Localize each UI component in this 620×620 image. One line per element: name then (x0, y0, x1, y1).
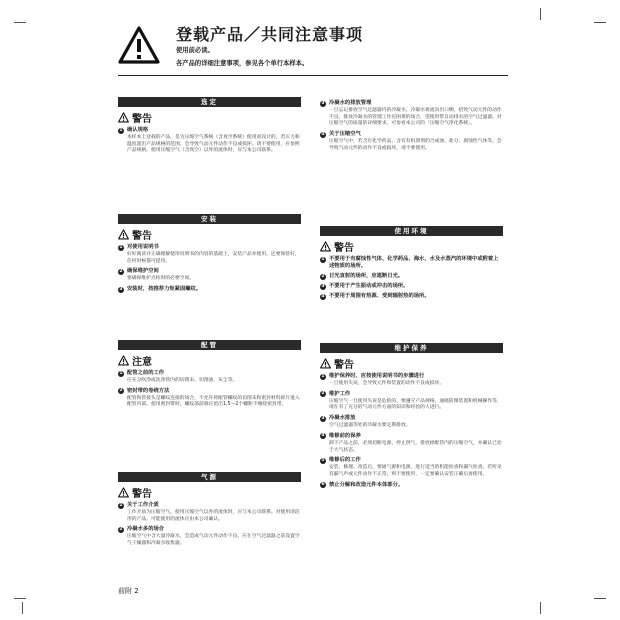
section (320, 226, 503, 300)
item-title: 维修前的保养 (329, 432, 361, 439)
item-title: 确认规格 (127, 127, 149, 133)
item-heading (320, 273, 503, 280)
item-body: 压缩空气中含大量冷凝水，会造成气动元件动作不良。应在空气过滤器之前设置空气干燥器和冷凝水收集器。 (127, 534, 300, 547)
section (118, 340, 301, 409)
level-label: 注意 (132, 356, 152, 368)
item-heading (118, 388, 301, 395)
item-number: 3 (321, 283, 325, 289)
item-title: 关于压缩空气 (329, 131, 361, 138)
crop-mark (14, 598, 26, 599)
section (118, 214, 301, 293)
list-item (118, 286, 301, 293)
list-item (320, 391, 503, 412)
page-title: 登载产品／共同注意事项 (176, 25, 364, 44)
item-heading (320, 433, 503, 440)
item-heading (320, 293, 503, 300)
item-number: 4 (321, 293, 325, 299)
item-body: 卸下产品之前，必须切断电源，停止供气，排放掉配管内的压缩空气，并确认已处于大气状态。 (329, 440, 502, 453)
section (118, 97, 301, 155)
intro-line: 各产品的详细注意事项，参见各个单行本样本。 (176, 60, 309, 67)
item-title: 安装时，按推荐力矩紧固螺纹。 (127, 286, 202, 293)
list-item (320, 131, 503, 152)
item-title: 日光直射的场所，应遮断日光。 (329, 273, 404, 279)
item-title: 确保维护空间 (127, 268, 159, 275)
item-title: 对使用说明书 (127, 244, 159, 250)
warning-triangle-icon (320, 241, 331, 252)
item-number: 1 (119, 502, 123, 508)
list-item (118, 127, 301, 155)
list-item (320, 100, 503, 128)
item-number: 2 (119, 268, 123, 274)
level-label: 警告 (334, 359, 354, 371)
list-item (320, 256, 503, 270)
list-item (320, 283, 503, 290)
item-number: 3 (321, 100, 325, 106)
item-number: 1 (321, 256, 325, 262)
item-heading (320, 100, 503, 107)
section (320, 343, 503, 489)
item-number: 3 (119, 286, 123, 292)
list-item (320, 415, 503, 430)
list-item (118, 388, 301, 409)
list-item (320, 457, 503, 478)
item-title: 配管之前的工作 (127, 370, 165, 376)
item-number: 1 (119, 127, 123, 133)
item-title: 冷凝水的排放管理 (329, 100, 372, 106)
item-heading (118, 286, 301, 293)
item-heading (320, 391, 503, 398)
item-heading (118, 370, 301, 377)
crop-mark (22, 602, 23, 614)
page-footer: 前附 2 (118, 587, 139, 595)
level-label: 警告 (334, 242, 354, 254)
list-item (118, 526, 301, 547)
level-heading (320, 239, 503, 253)
item-heading (320, 415, 503, 422)
item-title: 冷凝水多的场合 (127, 526, 165, 533)
item-body: 压缩空气一旦使用失误是危险的。要遵守产品规格，通晓防爆装置和机械操作等，请在有了充分的气动元件方面的知识和经验的人进行。 (329, 398, 502, 411)
right-column (320, 0, 503, 620)
item-title: 维修后的工作 (329, 457, 361, 464)
item-title: 维护保养时，应按使用说明书的步骤进行 (329, 373, 425, 379)
item-heading (118, 268, 301, 275)
item-title: 关于工作介质 (127, 502, 159, 508)
item-number: 5 (321, 457, 325, 463)
list-item (320, 433, 503, 454)
level-label: 警告 (132, 230, 152, 242)
item-heading (320, 256, 503, 270)
level-heading (118, 353, 301, 367)
item-number: 3 (321, 415, 325, 421)
item-number: 4 (321, 433, 325, 439)
item-title: 禁止分解和改造元件本体部分。 (329, 481, 404, 488)
item-heading (320, 373, 503, 380)
item-number: 2 (321, 391, 325, 397)
item-heading (320, 482, 503, 489)
item-number: 1 (321, 373, 325, 379)
item-title: 不要用于周围有热源、受到辐射热的场所。 (329, 293, 430, 299)
crop-mark (594, 598, 606, 599)
list-item (118, 502, 301, 523)
level-heading (118, 110, 301, 124)
item-number: 2 (119, 526, 123, 532)
crop-mark (14, 22, 26, 23)
list-item (118, 268, 301, 283)
item-number: 4 (321, 131, 325, 137)
item-heading (118, 127, 301, 134)
warning-triangle-icon (118, 355, 129, 366)
item-heading (320, 131, 503, 138)
item-heading (118, 502, 301, 509)
item-title: 不要用于有腐蚀性气体、化学药品、海水、水及水蒸汽的环境中或附着上述物质的场所。 (329, 256, 499, 269)
section-header: 安装 (118, 214, 301, 224)
list-item (118, 370, 301, 385)
list-item (320, 373, 503, 388)
section-header: 气源 (118, 472, 301, 482)
item-body: 要确保维护点检时的必要空间。 (127, 276, 195, 282)
level-heading (118, 227, 301, 241)
item-heading (118, 526, 301, 533)
level-heading (118, 485, 301, 499)
level-label: 警告 (132, 488, 152, 500)
item-title: 冷凝水排放 (329, 415, 356, 422)
intro-line: 使用前必读。 (176, 47, 214, 54)
level-label: 警告 (132, 113, 152, 125)
left-column (118, 0, 301, 620)
section (320, 97, 503, 153)
item-title: 维护工作 (329, 390, 351, 397)
level-heading (320, 356, 503, 370)
item-heading (118, 244, 301, 251)
crop-mark (540, 8, 541, 20)
list-item (320, 293, 503, 300)
list-item (118, 244, 301, 265)
list-item (320, 273, 503, 280)
section-header: 使用环境 (320, 226, 503, 236)
item-body: 本样本上登载的产品，是为压缩空气系统（含真空系统）使用而设计的，若压力和温度超出产品规格的范围，会导致气动元件动作不良或损坏。请不要使用，应参照产品规格。使用压缩空气（含真空）以外的流体时，应与本公司联系。 (127, 135, 300, 154)
warning-triangle-icon (320, 358, 331, 369)
crop-mark (594, 22, 606, 23)
item-heading (320, 283, 503, 290)
item-body: 一旦使用失误，会导致元件和装置的动作不良或损坏。 (329, 381, 445, 386)
item-number: 1 (119, 244, 123, 250)
section-header: 维护保养 (320, 343, 503, 353)
item-number: 6 (321, 482, 325, 488)
section (118, 472, 301, 548)
warning-triangle-icon (118, 112, 129, 123)
crop-mark (540, 602, 541, 614)
item-number: 2 (119, 388, 123, 394)
item-body: 工作介质为压缩空气。使用压缩空气以外的流体时，应与本公司联系。对使用清洁用的产品，可能使用的流体应由本公司确认。 (127, 510, 300, 522)
item-title: 不要用于产生振动或冲击的场所。 (329, 283, 409, 289)
item-body: 安装、修理、改造后，要通气源和电源，进行适当的机能检查和漏气检查。若听见有漏气声或元件动作不正常，则不要使用，一定要确认安装正确后再使用。 (329, 465, 502, 477)
item-body: 空气过滤器等处的冷凝水要定期排放。 (329, 423, 411, 429)
item-title: 密封带的卷绕方法 (127, 387, 170, 394)
item-number: 2 (321, 273, 325, 279)
warning-triangle-icon (118, 487, 129, 498)
item-body: 配管和管接头是螺纹连接的场合，不允许将配管螺纹的切削末和密封材料碎片进入配管内部。使用密封带时，螺纹部前端应留出1.5～2个螺距不缠绕密封带。 (127, 395, 300, 408)
item-body: 好好阅读并正确理解使用说明书的内容的基础上，安装产品并使用。还要保管好，任何时候都可提用。 (127, 252, 300, 264)
item-body: 一旦忘记排放空气过滤器内的冷凝水，冷凝水将流向出口侧，招致气动元件的动作不良。排放冷凝水的管理工作有困难的场合，望使用带自动排水的空气过滤器。对压缩空气的质量的详细要求，可参看本公司的「压缩空气净化系统」。 (329, 108, 502, 127)
item-body: 压缩空气中，若含有化学药品、含有有机溶剂的合成油、盐分、腐蚀性气体等，会导致气动元件的动作不良或损坏，请不要使用。 (329, 139, 502, 151)
section-header: 配管 (118, 340, 301, 350)
item-number: 1 (119, 370, 123, 376)
warning-triangle-icon (118, 229, 129, 240)
section-header: 选定 (118, 97, 301, 107)
item-heading (320, 457, 503, 464)
list-item (320, 482, 503, 489)
item-body: 应充分吹净或洗净管内的切削末、切削油、灰尘等。 (127, 378, 238, 383)
